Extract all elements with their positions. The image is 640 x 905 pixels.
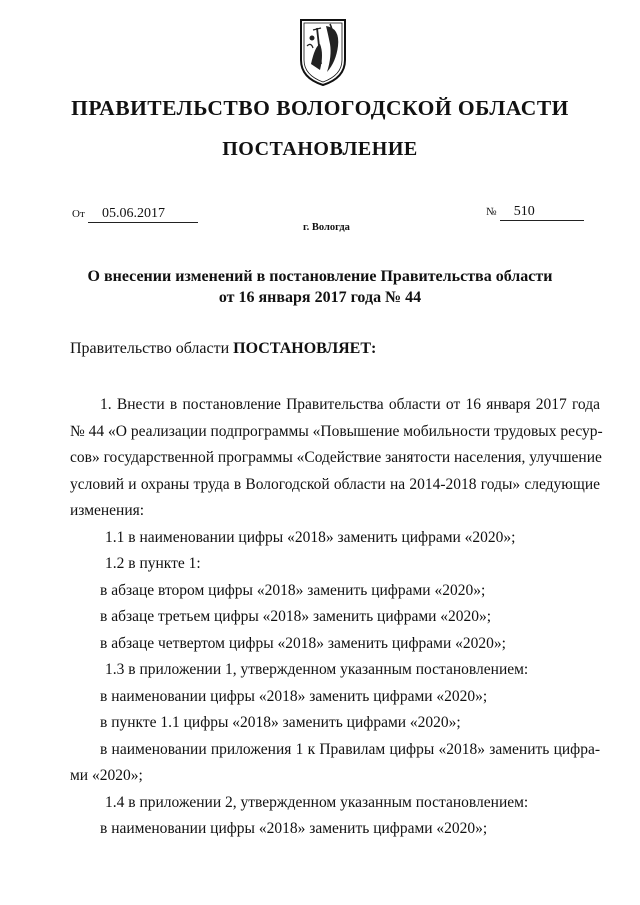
list-item: 1.2 в пункте 1: xyxy=(105,555,201,572)
number-field xyxy=(486,203,584,221)
org-title: ПРАВИТЕЛЬСТВО ВОЛОГОДСКОЙ ОБЛАСТИ xyxy=(71,96,569,120)
list-item: в абзаце третьем цифры «2018» заменить цифрами «2020»; xyxy=(100,608,492,625)
list-item: в пункте 1.1 цифры «2018» заменить цифрами «2020»; xyxy=(100,714,461,731)
subject-line-1: О внесении изменений в постановление Правительства области xyxy=(87,268,553,285)
document-body xyxy=(70,392,603,843)
list-item: в наименовании цифры «2018» заменить цифрами «2020»; xyxy=(100,820,488,837)
date-prefix: От xyxy=(72,208,85,220)
paragraph-line: сов» государственной программы «Содействие занятости населения, улучшение xyxy=(70,449,602,466)
list-item: 1.3 в приложении 1, утвержденном указанным постановлением: xyxy=(105,661,529,678)
list-item: в абзаце втором цифры «2018» заменить цифрами «2020»; xyxy=(100,581,486,599)
list-item: в абзаце четвертом цифры «2018» заменить цифрами «2020»; xyxy=(100,634,506,652)
document-subject xyxy=(0,266,640,308)
list-item: 1.4 в приложении 2, утвержденном указанным постановлением: xyxy=(105,793,529,811)
document-type: ПОСТАНОВЛЕНИЕ xyxy=(222,138,418,160)
list-item: в наименовании цифры «2018» заменить цифрами «2020»; xyxy=(100,687,488,705)
paragraph-line: изменения: xyxy=(70,502,145,519)
list-item: 1.1 в наименовании цифры «2018» заменить цифрами «2020»; xyxy=(105,528,516,546)
city: г. Вологда xyxy=(303,222,350,233)
date-field xyxy=(72,205,198,223)
coat-of-arms-icon xyxy=(297,16,349,88)
number-prefix: № xyxy=(486,206,497,218)
resolves-prefix: Правительство области xyxy=(70,340,230,357)
list-item: в наименовании приложения 1 к Правилам цифры «2018» заменить цифра- xyxy=(100,740,600,758)
subject-line-2: от 16 января 2017 года № 44 xyxy=(218,289,422,306)
paragraph-line: 1. Внести в постановление Правительства области от 16 января 2017 года xyxy=(100,396,600,413)
date-value: 05.06.2017 xyxy=(88,206,198,223)
number-value: 510 xyxy=(500,204,584,221)
list-item: ми «2020»; xyxy=(70,767,143,784)
resolves-verb: ПОСТАНОВЛЯЕТ: xyxy=(233,340,377,357)
paragraph-line: № 44 «О реализации подпрограммы «Повышение мобильности трудовых ресур- xyxy=(70,422,603,440)
resolves-line xyxy=(70,340,376,358)
paragraph-line: условий и охраны труда в Вологодской области на 2014-2018 годы» следующие xyxy=(70,475,600,493)
